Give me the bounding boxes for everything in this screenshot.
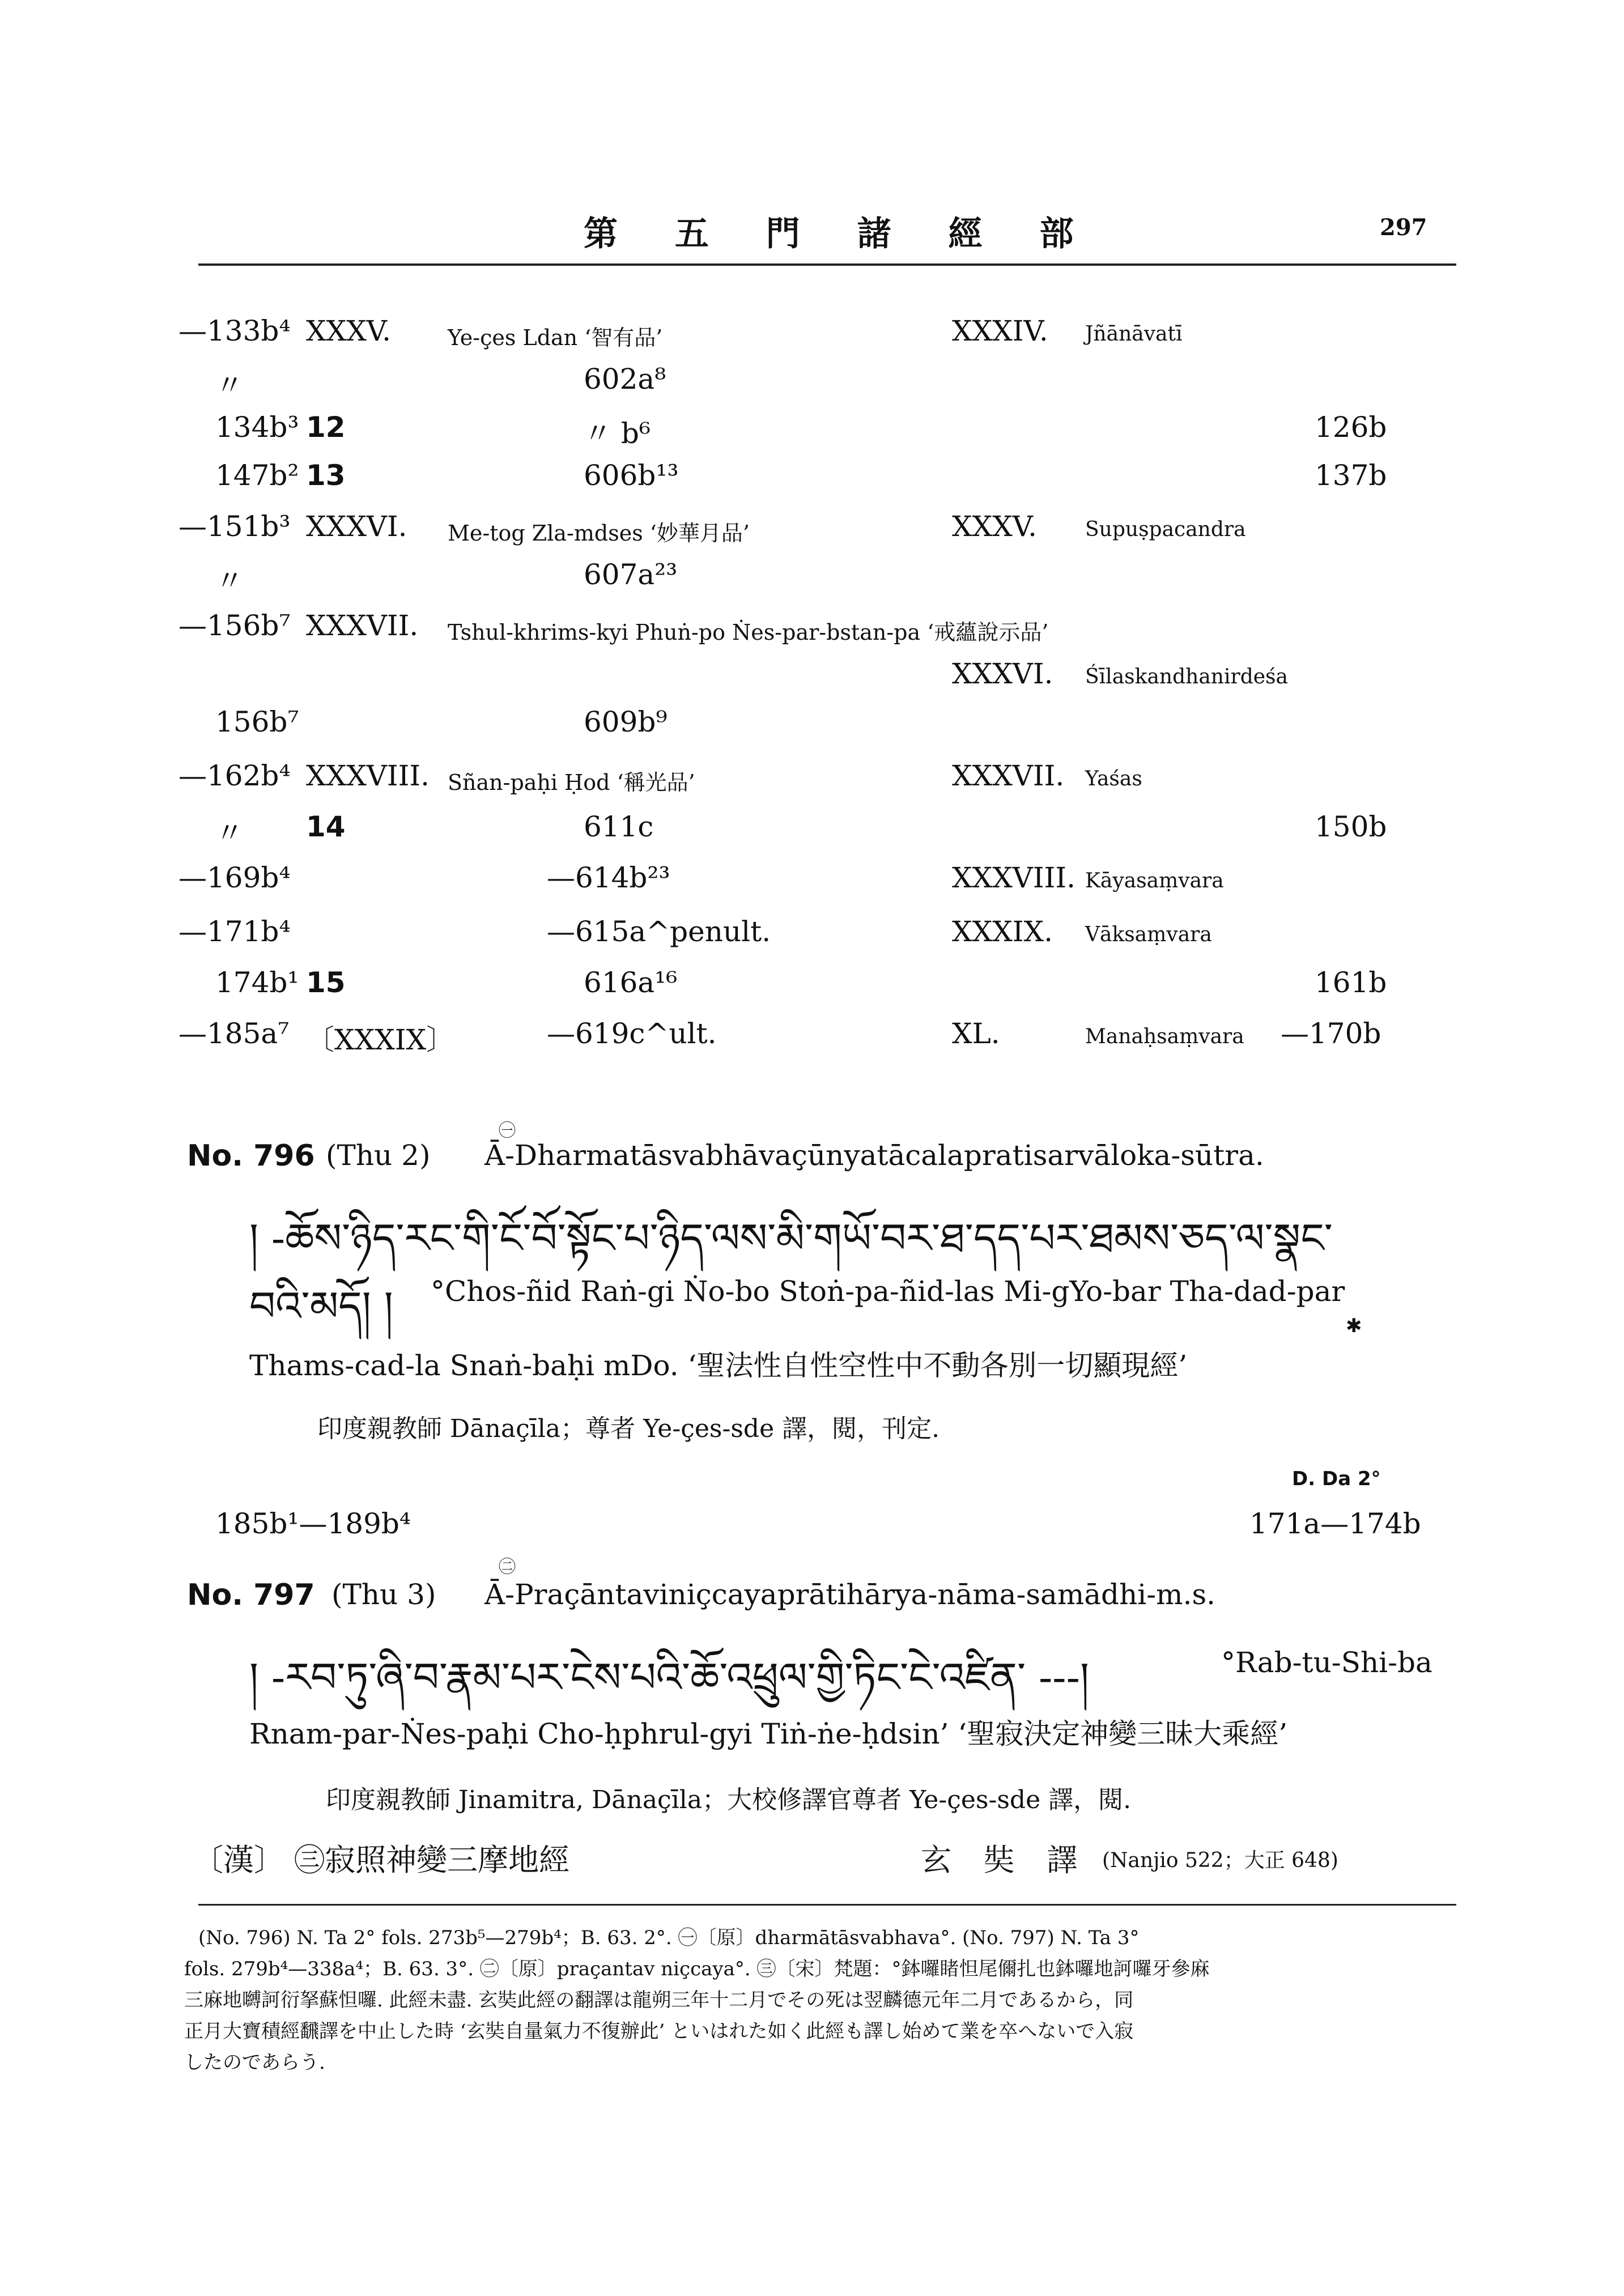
table-cell-a: 134b³: [215, 411, 299, 444]
table-cell-d: XL.: [952, 1017, 1000, 1050]
footnote-line: (No. 796) N. Ta 2° fols. 273b⁵—279b⁴；B. 63. 2°. ㊀〔原〕dharmātāsvabhava°. (No. 797) N. Ta 3°: [198, 1927, 1140, 1949]
header-rule: [198, 263, 1456, 266]
table-cell-a: 174b¹: [215, 966, 299, 999]
table-cell-a: —156b⁷: [178, 609, 291, 642]
page-title: 第 五 門 諸 經 部: [584, 214, 1096, 254]
footnote-line: 正月大寶積經飜譯を中止した時 ‘玄奘自量氣力不復辦此’ といはれた如く此經も譯し始めて業を卒へないで入寂: [184, 2020, 1134, 2043]
table-cell-a: —169b⁴: [178, 861, 291, 894]
han-reference: (Nanjio 522；大正 648): [1102, 1849, 1338, 1872]
table-cell-c: 611c: [584, 810, 654, 843]
table-cell-b: XXXV.: [306, 314, 392, 347]
circle-mark-1: ㊀: [499, 1121, 516, 1141]
table-cell-f: 150b: [1315, 810, 1387, 843]
entry-796-thu: (Thu 2): [326, 1139, 431, 1172]
table-cell-c: Ye-çes Ldan ‘智有品’: [448, 325, 663, 350]
entry-796-reference: D. Da 2°: [1292, 1468, 1381, 1490]
table-cell-d: XXXIV.: [952, 314, 1048, 347]
entry-796-folio-right: 171a—174b: [1249, 1507, 1421, 1540]
footnote-rule: [198, 1904, 1456, 1906]
table-cell-d: XXXVII.: [952, 759, 1065, 792]
entry-797-tibetan-line1: ། -རབ་ཏུ་ཞི་བ་རྣམ་པར་ངེས་པའི་ཆོ་འཕྲུལ་གྱི་ཏིང་ངེ་འཛིན་ ---།: [249, 1653, 1089, 1701]
footnote-line: fols. 279b⁴—338a⁴；B. 63. 3°. ㊁〔原〕praçantav niçcaya°. ㊂〔宋〕梵題：°鉢囉睹怛尾儞扎也鉢囉地訶囉牙參麻: [184, 1958, 1210, 1980]
table-cell-c: 602a⁸: [584, 363, 666, 396]
han-equivalent: 〔漢〕 ㊂寂照神變三摩地經: [193, 1842, 570, 1878]
table-cell-b: 15: [306, 966, 346, 999]
table-cell-e: Yaśas: [1085, 767, 1142, 790]
table-cell-a: 156b⁷: [215, 705, 299, 738]
table-cell-c: Tshul-khrims-kyi Phuṅ-po Ṅes-par-bstan-pa ‘戒蘊說示品’: [448, 620, 1049, 645]
table-cell-c: 〃 b⁶: [584, 417, 651, 450]
entry-797-translators: 印度親教師 Jinamitra, Dānaçīla；大校修譯官尊者 Ye-çes-sde 譯，閱.: [326, 1785, 1132, 1814]
table-cell-f: —170b: [1281, 1017, 1381, 1050]
table-cell-c: 607a²³: [584, 558, 678, 591]
table-cell-a: —162b⁴: [178, 759, 291, 792]
entry-797-number: No. 797: [187, 1578, 315, 1612]
table-cell-b: XXXVIII.: [306, 759, 430, 792]
table-cell-d: XXXV.: [952, 510, 1038, 543]
entry-797-romanized-line1: °Rab-tu-Shi-ba: [1221, 1646, 1432, 1679]
entry-796-folio-left: 185b¹—189b⁴: [215, 1507, 411, 1540]
table-cell-e: Śīlaskandhanirdeśa: [1085, 665, 1288, 688]
table-cell-f: 161b: [1315, 966, 1387, 999]
entry-797-sanskrit-title: Ā-Praçāntaviniçcayaprātihārya-nāma-samādhi-m.s.: [484, 1578, 1216, 1611]
table-cell-c: —619c^ult.: [547, 1017, 717, 1050]
entry-797-thu: (Thu 3): [331, 1578, 436, 1611]
entry-796-romanized-line2: °Chos-ñid Raṅ-gi Ṅo-bo Stoṅ-pa-ñid-las Mi-gYo-bar Tha-dad-par: [431, 1275, 1345, 1308]
entry-796-tibetan-line1: ། -ཆོས་ཉིད་རང་གི་ངོ་བོ་སྟོང་པ་ཉིད་ལས་མི་གཡོ་བར་ཐ་དད་པར་ཐམས་ཅད་ལ་སྣང་: [249, 1214, 1333, 1262]
han-translator: 玄 奘 譯: [921, 1842, 1089, 1878]
table-cell-a: 〃: [215, 369, 244, 402]
table-cell-d: XXXIX.: [952, 915, 1053, 948]
table-cell-c: —615a^penult.: [547, 915, 771, 948]
entry-796-line3: Thams-cad-la Snaṅ-baḥi mDo. ‘聖法性自性空性中不動各別一切顯現經’: [249, 1349, 1188, 1382]
table-cell-c: Me-tog Zla-mdses ‘妙華月品’: [448, 521, 750, 546]
table-cell-b: XXXVII.: [306, 609, 419, 642]
page-number: 297: [1380, 214, 1427, 241]
table-cell-a: 147b²: [215, 459, 299, 492]
footnote-line: 三麻地嚩訶衍拏蘇怛囉. 此經未盡. 玄奘此經の翻譯は龍朔三年十二月でその死は翌麟德元年二月であるから，同: [184, 1989, 1134, 2012]
table-cell-c: 609b⁹: [584, 705, 668, 738]
table-cell-a: —151b³: [178, 510, 291, 543]
entry-797-line2: Rnam-par-Ṅes-paḥi Cho-ḥphrul-gyi Tiṅ-ṅe-ḥdsin’ ‘聖寂決定神變三昧大乘經’: [249, 1717, 1288, 1750]
table-cell-b: 13: [306, 459, 346, 492]
entry-796-sanskrit-title: Ā-Dharmatāsvabhāvaçūnyatācalapratisarvāloka-sūtra.: [484, 1139, 1264, 1172]
table-cell-b: 〔XXXIX〕: [306, 1023, 455, 1056]
table-cell-c: 606b¹³: [584, 459, 679, 492]
table-cell-c: Sñan-paḥi Ḥod ‘稱光品’: [448, 770, 695, 795]
table-cell-a: 〃: [215, 817, 244, 849]
table-cell-d: XXXVIII.: [952, 861, 1076, 894]
table-cell-b: 14: [306, 810, 346, 843]
table-cell-b: 12: [306, 411, 346, 444]
table-cell-a: —133b⁴: [178, 314, 291, 347]
table-cell-e: Manaḥsaṃvara: [1085, 1025, 1244, 1048]
table-cell-a: —171b⁴: [178, 915, 291, 948]
table-cell-a: 〃: [215, 564, 244, 597]
table-cell-a: —185a⁷: [178, 1017, 290, 1050]
footnote-line: したのであらう.: [184, 2051, 325, 2074]
table-cell-c: 616a¹⁶: [584, 966, 678, 999]
table-cell-e: Supuṣpacandra: [1085, 518, 1246, 541]
table-cell-e: Kāyasaṃvara: [1085, 869, 1224, 892]
entry-796-tibetan-line2: བའི་མདོ། །: [249, 1282, 393, 1330]
table-cell-e: Jñānāvatī: [1085, 322, 1183, 346]
asterisk-mark: ✱: [1346, 1315, 1362, 1337]
entry-796-translators: 印度親教師 Dānaçīla；尊者 Ye-çes-sde 譯，閱，刊定.: [317, 1414, 940, 1443]
entry-796-number: No. 796: [187, 1139, 315, 1173]
table-cell-f: 126b: [1315, 411, 1387, 444]
table-cell-f: 137b: [1315, 459, 1387, 492]
table-cell-c: —614b²³: [547, 861, 670, 894]
circle-mark-2: ㊁: [499, 1557, 516, 1577]
table-cell-b: XXXVI.: [306, 510, 407, 543]
table-cell-d: XXXVI.: [952, 657, 1053, 690]
table-cell-e: Vāksaṃvara: [1085, 923, 1212, 946]
